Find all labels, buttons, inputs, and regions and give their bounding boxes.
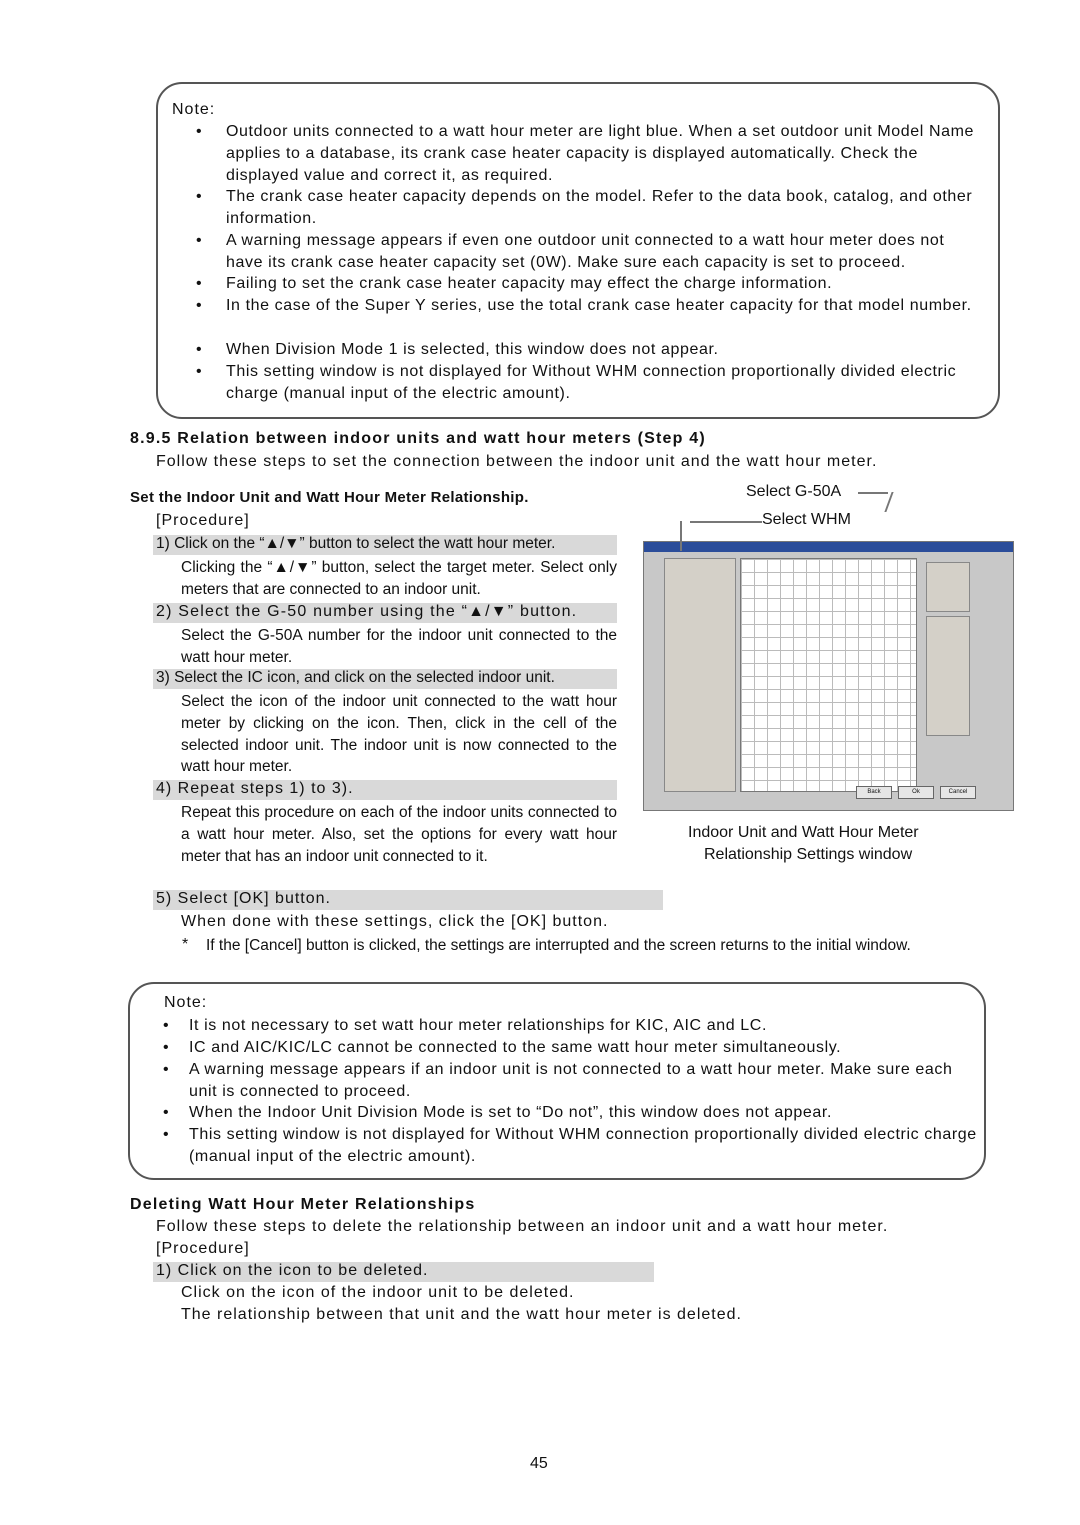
callout-line bbox=[690, 521, 762, 523]
step-3-body: Select the icon of the indoor unit connected to the watt hour meter by clicking on the icon. Then, click in the cell of the selected indoor unit. The indoor unit is now connected to the watt hour meter. bbox=[181, 693, 617, 776]
delete-heading: Deleting Watt Hour Meter Relationships bbox=[130, 1196, 476, 1213]
note-bullet: • Outdoor units connected to a watt hour meter are light blue. When a set outdoor unit Model Name applies to a database, its crank case heater capacity is displayed automatically. Check the displayed value and correct it, as required. bbox=[196, 123, 975, 184]
delete-step-body-2: The relationship between that unit and the watt hour meter is deleted. bbox=[181, 1306, 742, 1323]
page-number: 45 bbox=[530, 1455, 548, 1472]
step-1-body: Clicking the “▲/▼” button, select the target meter. Select only meters that are connected to an indoor unit. bbox=[181, 559, 617, 598]
subheading: Set the Indoor Unit and Watt Hour Meter Relationship. bbox=[130, 489, 529, 506]
ok-button[interactable]: Ok bbox=[898, 786, 934, 799]
note-bullet: • The crank case heater capacity depends on the model. Refer to the data book, catalog, and other information. bbox=[196, 188, 973, 227]
footnote: If the [Cancel] button is clicked, the settings are interrupted and the screen returns to the initial window. bbox=[206, 937, 911, 954]
callout-whm: Select WHM bbox=[762, 511, 851, 528]
step-2-title: 2) Select the G-50 number using the “▲/▼” button. bbox=[156, 603, 578, 620]
callout-line bbox=[858, 492, 888, 494]
note-bullet: • Failing to set the crank case heater capacity may effect the charge information. bbox=[196, 275, 833, 292]
note-bullet: • IC and AIC/KIC/LC cannot be connected to the same watt hour meter simultaneously. bbox=[163, 1039, 842, 1056]
right-list bbox=[926, 616, 970, 736]
note-bullet: • A warning message appears if even one outdoor unit connected to a watt hour meter does not have its crank case heater capacity set (0W). Make sure each capacity is set to proceed. bbox=[196, 232, 945, 271]
callout-line bbox=[884, 492, 893, 512]
figure-caption-1: Indoor Unit and Watt Hour Meter bbox=[688, 824, 919, 841]
section-intro: Follow these steps to set the connection between the indoor unit and the watt hour meter. bbox=[156, 453, 878, 470]
step-5-body: When done with these settings, click the [OK] button. bbox=[181, 913, 609, 930]
callout-line bbox=[680, 521, 682, 551]
note-bullet: • When the Indoor Unit Division Mode is set to “Do not”, this window does not appear. bbox=[163, 1104, 832, 1121]
window-titlebar bbox=[644, 542, 1013, 552]
procedure-label: [Procedure] bbox=[156, 1240, 250, 1257]
delete-step-title: 1) Click on the icon to be deleted. bbox=[156, 1262, 429, 1279]
right-pane bbox=[926, 562, 970, 612]
note-bullet: • In the case of the Super Y series, use the total crank case heater capacity for that model number. bbox=[196, 297, 972, 314]
step-4-body: Repeat this procedure on each of the indoor units connected to a watt hour meter. Also, set the options for every watt hour meter that has an indoor unit connected to it. bbox=[181, 804, 617, 865]
settings-window-screenshot bbox=[643, 541, 1014, 811]
step-3-title: 3) Select the IC icon, and click on the selected indoor unit. bbox=[156, 669, 555, 686]
note-title: Note: bbox=[172, 101, 216, 118]
step-1-title: 1) Click on the “▲/▼” button to select the watt hour meter. bbox=[156, 535, 556, 552]
footnote-mark: * bbox=[182, 936, 190, 953]
cancel-button[interactable]: Cancel bbox=[940, 786, 976, 799]
note-bullet: • It is not necessary to set watt hour meter relationships for KIC, AIC and LC. bbox=[163, 1017, 767, 1034]
delete-intro: Follow these steps to delete the relationship between an indoor unit and a watt hour meter. bbox=[156, 1218, 889, 1235]
step-5-title: 5) Select [OK] button. bbox=[156, 890, 331, 907]
note-bullet: • A warning message appears if an indoor unit is not connected to a watt hour meter. Make sure each unit is connected to proceed. bbox=[163, 1061, 953, 1100]
note-bullet: • This setting window is not displayed for Without WHM connection proportionally divided electric charge (manual input of the electric amount). bbox=[163, 1126, 977, 1165]
note-bullet: • This setting window is not displayed for Without WHM connection proportionally divided electric charge (manual input of the electric amount). bbox=[196, 363, 957, 402]
section-heading: 8.9.5 Relation between indoor units and watt hour meters (Step 4) bbox=[130, 430, 706, 447]
procedure-label: [Procedure] bbox=[156, 512, 250, 529]
callout-g50a: Select G-50A bbox=[746, 483, 842, 500]
figure-caption-2: Relationship Settings window bbox=[704, 846, 913, 863]
step-2-body: Select the G-50A number for the indoor unit connected to the watt hour meter. bbox=[181, 627, 617, 666]
delete-step-body-1: Click on the icon of the indoor unit to be deleted. bbox=[181, 1284, 575, 1301]
left-pane bbox=[664, 558, 736, 792]
note-title: Note: bbox=[164, 994, 208, 1011]
step-4-title: 4) Repeat steps 1) to 3). bbox=[156, 780, 354, 797]
meter-grid bbox=[740, 558, 917, 792]
note-bullet: • When Division Mode 1 is selected, this window does not appear. bbox=[196, 341, 719, 358]
back-button[interactable]: Back bbox=[856, 786, 892, 799]
